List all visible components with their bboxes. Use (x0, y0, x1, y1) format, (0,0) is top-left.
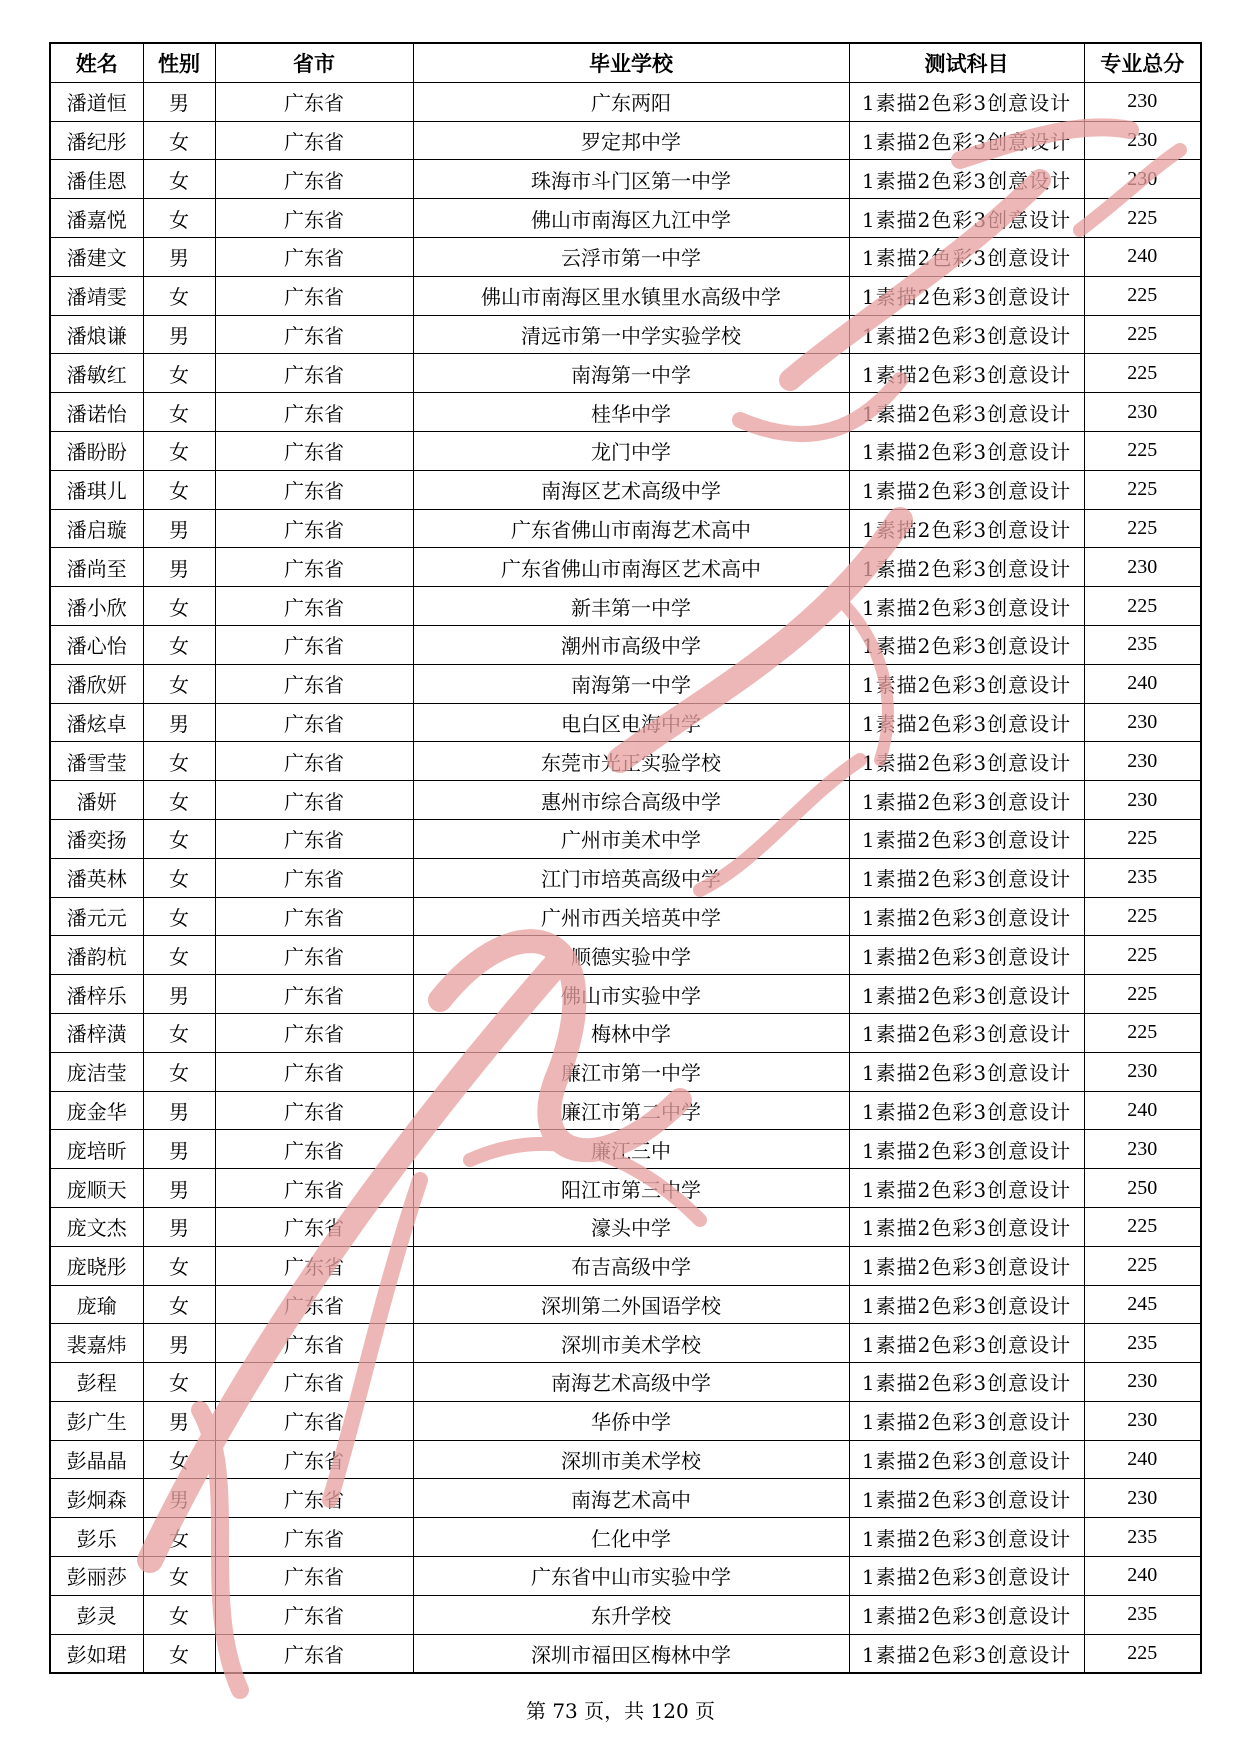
cell-gender: 女 (143, 1363, 215, 1402)
cell-subjects: 1素描2色彩3创意设计 (849, 1130, 1084, 1169)
cell-name: 潘韵杭 (50, 936, 143, 975)
cell-subjects: 1素描2色彩3创意设计 (849, 587, 1084, 626)
cell-subjects: 1素描2色彩3创意设计 (849, 1013, 1084, 1052)
cell-total-score: 225 (1084, 975, 1201, 1014)
cell-total-score: 230 (1084, 1401, 1201, 1440)
cell-province: 广东省 (215, 199, 413, 238)
table-row (50, 431, 1201, 470)
cell-gender: 女 (143, 858, 215, 897)
cell-total-score: 225 (1084, 276, 1201, 315)
cell-school: 广州市美术中学 (413, 819, 849, 858)
cell-total-score: 225 (1084, 1634, 1201, 1673)
cell-province: 广东省 (215, 1246, 413, 1285)
page-number-footer: 第 73 页，共 120 页 (525, 1699, 716, 1723)
cell-gender: 男 (143, 703, 215, 742)
cell-gender: 女 (143, 1285, 215, 1324)
cell-subjects: 1素描2色彩3创意设计 (849, 470, 1084, 509)
cell-name: 潘启璇 (50, 509, 143, 548)
cell-total-score: 230 (1084, 781, 1201, 820)
cell-school: 清远市第一中学实验学校 (413, 315, 849, 354)
cell-total-score: 230 (1084, 1363, 1201, 1402)
cell-subjects: 1素描2色彩3创意设计 (849, 1091, 1084, 1130)
cell-subjects: 1素描2色彩3创意设计 (849, 1634, 1084, 1673)
cell-subjects: 1素描2色彩3创意设计 (849, 276, 1084, 315)
cell-name: 潘敏红 (50, 354, 143, 393)
cell-name: 潘欣妍 (50, 664, 143, 703)
cell-subjects: 1素描2色彩3创意设计 (849, 975, 1084, 1014)
cell-total-score: 235 (1084, 1324, 1201, 1363)
cell-subjects: 1素描2色彩3创意设计 (849, 1052, 1084, 1091)
header-province: 省市 (215, 43, 413, 82)
table-row (50, 587, 1201, 626)
cell-province: 广东省 (215, 1440, 413, 1479)
cell-total-score: 225 (1084, 354, 1201, 393)
cell-subjects: 1素描2色彩3创意设计 (849, 199, 1084, 238)
table-row (50, 936, 1201, 975)
cell-name: 庞文杰 (50, 1207, 143, 1246)
header-name: 姓名 (50, 43, 143, 82)
table-row (50, 742, 1201, 781)
cell-name: 潘梓潢 (50, 1013, 143, 1052)
cell-school: 桂华中学 (413, 393, 849, 432)
cell-total-score: 225 (1084, 587, 1201, 626)
cell-gender: 女 (143, 1595, 215, 1634)
table-body (50, 82, 1201, 1673)
cell-province: 广东省 (215, 936, 413, 975)
cell-name: 潘小欣 (50, 587, 143, 626)
cell-gender: 男 (143, 315, 215, 354)
cell-total-score: 225 (1084, 1246, 1201, 1285)
cell-total-score: 225 (1084, 470, 1201, 509)
cell-province: 广东省 (215, 781, 413, 820)
cell-total-score: 240 (1084, 1440, 1201, 1479)
cell-subjects: 1素描2色彩3创意设计 (849, 315, 1084, 354)
cell-name: 彭如珺 (50, 1634, 143, 1673)
cell-gender: 男 (143, 1401, 215, 1440)
cell-total-score: 245 (1084, 1285, 1201, 1324)
cell-total-score: 225 (1084, 936, 1201, 975)
cell-subjects: 1素描2色彩3创意设计 (849, 431, 1084, 470)
cell-name: 潘建文 (50, 237, 143, 276)
cell-province: 广东省 (215, 276, 413, 315)
cell-province: 广东省 (215, 1091, 413, 1130)
cell-gender: 男 (143, 1324, 215, 1363)
cell-subjects: 1素描2色彩3创意设计 (849, 703, 1084, 742)
cell-gender: 女 (143, 1634, 215, 1673)
table-row (50, 82, 1201, 121)
cell-province: 广东省 (215, 1595, 413, 1634)
cell-province: 广东省 (215, 237, 413, 276)
cell-subjects: 1素描2色彩3创意设计 (849, 509, 1084, 548)
cell-province: 广东省 (215, 1634, 413, 1673)
cell-subjects: 1素描2色彩3创意设计 (849, 858, 1084, 897)
cell-gender: 男 (143, 975, 215, 1014)
header-total-score: 专业总分 (1084, 43, 1201, 82)
cell-name: 彭晶晶 (50, 1440, 143, 1479)
cell-school: 广东省中山市实验中学 (413, 1557, 849, 1596)
cell-school: 廉江市第二中学 (413, 1091, 849, 1130)
cell-gender: 女 (143, 587, 215, 626)
cell-school: 佛山市南海区里水镇里水高级中学 (413, 276, 849, 315)
cell-gender: 女 (143, 276, 215, 315)
cell-school: 惠州市综合高级中学 (413, 781, 849, 820)
table-row (50, 781, 1201, 820)
cell-subjects: 1素描2色彩3创意设计 (849, 1401, 1084, 1440)
cell-total-score: 225 (1084, 1207, 1201, 1246)
cell-name: 潘嘉悦 (50, 199, 143, 238)
cell-school: 新丰第一中学 (413, 587, 849, 626)
table-row (50, 625, 1201, 664)
table-row (50, 1440, 1201, 1479)
cell-subjects: 1素描2色彩3创意设计 (849, 121, 1084, 160)
cell-subjects: 1素描2色彩3创意设计 (849, 393, 1084, 432)
cell-gender: 女 (143, 160, 215, 199)
cell-name: 彭乐 (50, 1518, 143, 1557)
cell-school: 布吉高级中学 (413, 1246, 849, 1285)
cell-name: 潘纪彤 (50, 121, 143, 160)
table-row (50, 160, 1201, 199)
cell-gender: 女 (143, 431, 215, 470)
cell-name: 潘炫卓 (50, 703, 143, 742)
table-row (50, 897, 1201, 936)
cell-subjects: 1素描2色彩3创意设计 (849, 625, 1084, 664)
cell-total-score: 240 (1084, 1091, 1201, 1130)
cell-total-score: 240 (1084, 237, 1201, 276)
cell-gender: 女 (143, 1440, 215, 1479)
cell-name: 潘元元 (50, 897, 143, 936)
table-row (50, 819, 1201, 858)
table-row (50, 1518, 1201, 1557)
cell-province: 广东省 (215, 509, 413, 548)
table-row (50, 1091, 1201, 1130)
cell-school: 佛山市实验中学 (413, 975, 849, 1014)
cell-province: 广东省 (215, 1130, 413, 1169)
table-row (50, 1052, 1201, 1091)
cell-subjects: 1素描2色彩3创意设计 (849, 1246, 1084, 1285)
cell-gender: 女 (143, 781, 215, 820)
cell-subjects: 1素描2色彩3创意设计 (849, 1363, 1084, 1402)
cell-gender: 男 (143, 1207, 215, 1246)
cell-subjects: 1素描2色彩3创意设计 (849, 237, 1084, 276)
cell-gender: 女 (143, 1518, 215, 1557)
cell-subjects: 1素描2色彩3创意设计 (849, 548, 1084, 587)
cell-total-score: 225 (1084, 199, 1201, 238)
cell-total-score: 225 (1084, 509, 1201, 548)
cell-name: 庞洁莹 (50, 1052, 143, 1091)
cell-school: 南海艺术高中 (413, 1479, 849, 1518)
cell-school: 云浮市第一中学 (413, 237, 849, 276)
cell-total-score: 225 (1084, 315, 1201, 354)
header-subjects: 测试科目 (849, 43, 1084, 82)
cell-subjects: 1素描2色彩3创意设计 (849, 82, 1084, 121)
cell-total-score: 230 (1084, 1130, 1201, 1169)
cell-subjects: 1素描2色彩3创意设计 (849, 1207, 1084, 1246)
cell-province: 广东省 (215, 897, 413, 936)
cell-province: 广东省 (215, 354, 413, 393)
cell-total-score: 225 (1084, 897, 1201, 936)
cell-name: 庞金华 (50, 1091, 143, 1130)
cell-gender: 男 (143, 1091, 215, 1130)
cell-name: 潘奕扬 (50, 819, 143, 858)
cell-province: 广东省 (215, 975, 413, 1014)
cell-province: 广东省 (215, 742, 413, 781)
cell-province: 广东省 (215, 1052, 413, 1091)
cell-school: 龙门中学 (413, 431, 849, 470)
table-row (50, 1246, 1201, 1285)
cell-school: 电白区电海中学 (413, 703, 849, 742)
cell-province: 广东省 (215, 548, 413, 587)
table-row (50, 1634, 1201, 1673)
table-row (50, 509, 1201, 548)
cell-school: 深圳市福田区梅林中学 (413, 1634, 849, 1673)
cell-province: 广东省 (215, 819, 413, 858)
cell-name: 庞瑜 (50, 1285, 143, 1324)
cell-gender: 女 (143, 819, 215, 858)
table-row (50, 315, 1201, 354)
cell-total-score: 225 (1084, 1013, 1201, 1052)
table-row (50, 1324, 1201, 1363)
cell-subjects: 1素描2色彩3创意设计 (849, 1324, 1084, 1363)
table-row (50, 1169, 1201, 1208)
cell-province: 广东省 (215, 1363, 413, 1402)
cell-gender: 男 (143, 82, 215, 121)
cell-province: 广东省 (215, 1207, 413, 1246)
cell-total-score: 230 (1084, 742, 1201, 781)
cell-subjects: 1素描2色彩3创意设计 (849, 160, 1084, 199)
cell-total-score: 230 (1084, 548, 1201, 587)
cell-province: 广东省 (215, 160, 413, 199)
cell-subjects: 1素描2色彩3创意设计 (849, 1285, 1084, 1324)
cell-gender: 女 (143, 393, 215, 432)
cell-name: 潘琪儿 (50, 470, 143, 509)
table-row (50, 548, 1201, 587)
cell-total-score: 225 (1084, 819, 1201, 858)
cell-total-score: 225 (1084, 431, 1201, 470)
cell-province: 广东省 (215, 703, 413, 742)
table-row (50, 664, 1201, 703)
cell-school: 濠头中学 (413, 1207, 849, 1246)
cell-name: 彭炯森 (50, 1479, 143, 1518)
cell-school: 南海艺术高级中学 (413, 1363, 849, 1402)
cell-school: 江门市培英高级中学 (413, 858, 849, 897)
cell-total-score: 230 (1084, 121, 1201, 160)
table-header-row (50, 43, 1201, 82)
cell-province: 广东省 (215, 431, 413, 470)
cell-total-score: 230 (1084, 82, 1201, 121)
cell-total-score: 240 (1084, 664, 1201, 703)
cell-gender: 女 (143, 625, 215, 664)
table-row (50, 703, 1201, 742)
cell-school: 广东省佛山市南海艺术高中 (413, 509, 849, 548)
cell-name: 庞培昕 (50, 1130, 143, 1169)
cell-school: 深圳市美术学校 (413, 1324, 849, 1363)
cell-school: 东莞市光正实验学校 (413, 742, 849, 781)
cell-province: 广东省 (215, 1479, 413, 1518)
cell-name: 庞顺天 (50, 1169, 143, 1208)
table-row (50, 1130, 1201, 1169)
cell-gender: 女 (143, 664, 215, 703)
cell-name: 潘英林 (50, 858, 143, 897)
cell-gender: 女 (143, 1013, 215, 1052)
cell-total-score: 230 (1084, 393, 1201, 432)
table-row (50, 1557, 1201, 1596)
cell-total-score: 235 (1084, 1518, 1201, 1557)
cell-school: 珠海市斗门区第一中学 (413, 160, 849, 199)
cell-province: 广东省 (215, 1518, 413, 1557)
cell-name: 彭灵 (50, 1595, 143, 1634)
cell-gender: 男 (143, 509, 215, 548)
table-row (50, 199, 1201, 238)
cell-province: 广东省 (215, 1013, 413, 1052)
cell-name: 潘盼盼 (50, 431, 143, 470)
cell-province: 广东省 (215, 1324, 413, 1363)
table-row (50, 1595, 1201, 1634)
cell-total-score: 230 (1084, 1052, 1201, 1091)
cell-school: 潮州市高级中学 (413, 625, 849, 664)
cell-school: 深圳市美术学校 (413, 1440, 849, 1479)
cell-subjects: 1素描2色彩3创意设计 (849, 1479, 1084, 1518)
table-row (50, 975, 1201, 1014)
cell-total-score: 240 (1084, 1557, 1201, 1596)
cell-school: 佛山市南海区九江中学 (413, 199, 849, 238)
cell-name: 彭广生 (50, 1401, 143, 1440)
table-row (50, 1401, 1201, 1440)
cell-school: 广州市西关培英中学 (413, 897, 849, 936)
cell-gender: 男 (143, 237, 215, 276)
cell-name: 潘心怡 (50, 625, 143, 664)
cell-total-score: 235 (1084, 858, 1201, 897)
cell-total-score: 250 (1084, 1169, 1201, 1208)
cell-school: 南海区艺术高级中学 (413, 470, 849, 509)
cell-subjects: 1素描2色彩3创意设计 (849, 936, 1084, 975)
cell-province: 广东省 (215, 587, 413, 626)
cell-school: 梅林中学 (413, 1013, 849, 1052)
cell-subjects: 1素描2色彩3创意设计 (849, 354, 1084, 393)
cell-name: 潘诺怡 (50, 393, 143, 432)
cell-school: 深圳第二外国语学校 (413, 1285, 849, 1324)
cell-name: 裴嘉炜 (50, 1324, 143, 1363)
cell-subjects: 1素描2色彩3创意设计 (849, 1518, 1084, 1557)
table-row (50, 1207, 1201, 1246)
table-row (50, 470, 1201, 509)
cell-gender: 女 (143, 354, 215, 393)
cell-school: 廉江三中 (413, 1130, 849, 1169)
cell-province: 广东省 (215, 1557, 413, 1596)
cell-province: 广东省 (215, 470, 413, 509)
cell-school: 广东两阳 (413, 82, 849, 121)
cell-gender: 女 (143, 936, 215, 975)
cell-total-score: 230 (1084, 160, 1201, 199)
cell-school: 华侨中学 (413, 1401, 849, 1440)
cell-subjects: 1素描2色彩3创意设计 (849, 1440, 1084, 1479)
cell-province: 广东省 (215, 1401, 413, 1440)
table-row (50, 1479, 1201, 1518)
cell-province: 广东省 (215, 315, 413, 354)
cell-name: 彭程 (50, 1363, 143, 1402)
header-school: 毕业学校 (413, 43, 849, 82)
cell-name: 庞晓彤 (50, 1246, 143, 1285)
cell-school: 廉江市第一中学 (413, 1052, 849, 1091)
cell-gender: 男 (143, 1169, 215, 1208)
table-row (50, 1363, 1201, 1402)
cell-gender: 女 (143, 1052, 215, 1091)
cell-name: 潘道恒 (50, 82, 143, 121)
cell-subjects: 1素描2色彩3创意设计 (849, 664, 1084, 703)
cell-province: 广东省 (215, 1169, 413, 1208)
cell-school: 阳江市第三中学 (413, 1169, 849, 1208)
cell-subjects: 1素描2色彩3创意设计 (849, 1595, 1084, 1634)
cell-gender: 女 (143, 1246, 215, 1285)
cell-gender: 女 (143, 897, 215, 936)
table-row (50, 1285, 1201, 1324)
table-row (50, 121, 1201, 160)
table-row (50, 393, 1201, 432)
cell-province: 广东省 (215, 82, 413, 121)
cell-total-score: 230 (1084, 703, 1201, 742)
cell-province: 广东省 (215, 1285, 413, 1324)
cell-name: 潘雪莹 (50, 742, 143, 781)
cell-province: 广东省 (215, 858, 413, 897)
table-row (50, 237, 1201, 276)
cell-subjects: 1素描2色彩3创意设计 (849, 1557, 1084, 1596)
cell-school: 顺德实验中学 (413, 936, 849, 975)
cell-name: 潘妍 (50, 781, 143, 820)
cell-total-score: 235 (1084, 1595, 1201, 1634)
cell-total-score: 230 (1084, 1479, 1201, 1518)
cell-name: 潘靖雯 (50, 276, 143, 315)
cell-gender: 男 (143, 548, 215, 587)
table-row (50, 858, 1201, 897)
cell-gender: 女 (143, 199, 215, 238)
cell-province: 广东省 (215, 121, 413, 160)
cell-school: 南海第一中学 (413, 664, 849, 703)
cell-subjects: 1素描2色彩3创意设计 (849, 819, 1084, 858)
cell-name: 潘梓乐 (50, 975, 143, 1014)
admission-score-table (49, 42, 1202, 1674)
cell-name: 潘佳恩 (50, 160, 143, 199)
header-gender: 性别 (143, 43, 215, 82)
cell-name: 彭丽莎 (50, 1557, 143, 1596)
cell-province: 广东省 (215, 625, 413, 664)
cell-subjects: 1素描2色彩3创意设计 (849, 1169, 1084, 1208)
cell-gender: 女 (143, 1557, 215, 1596)
cell-gender: 男 (143, 1130, 215, 1169)
cell-total-score: 235 (1084, 625, 1201, 664)
cell-gender: 女 (143, 121, 215, 160)
cell-gender: 男 (143, 1479, 215, 1518)
cell-school: 南海第一中学 (413, 354, 849, 393)
cell-subjects: 1素描2色彩3创意设计 (849, 897, 1084, 936)
cell-name: 潘尚至 (50, 548, 143, 587)
cell-gender: 女 (143, 470, 215, 509)
cell-subjects: 1素描2色彩3创意设计 (849, 742, 1084, 781)
cell-gender: 女 (143, 742, 215, 781)
cell-school: 仁化中学 (413, 1518, 849, 1557)
cell-school: 罗定邦中学 (413, 121, 849, 160)
table-row (50, 276, 1201, 315)
cell-subjects: 1素描2色彩3创意设计 (849, 781, 1084, 820)
table-row (50, 354, 1201, 393)
cell-province: 广东省 (215, 393, 413, 432)
cell-name: 潘烺谦 (50, 315, 143, 354)
table-row (50, 1013, 1201, 1052)
cell-province: 广东省 (215, 664, 413, 703)
cell-school: 广东省佛山市南海区艺术高中 (413, 548, 849, 587)
cell-school: 东升学校 (413, 1595, 849, 1634)
